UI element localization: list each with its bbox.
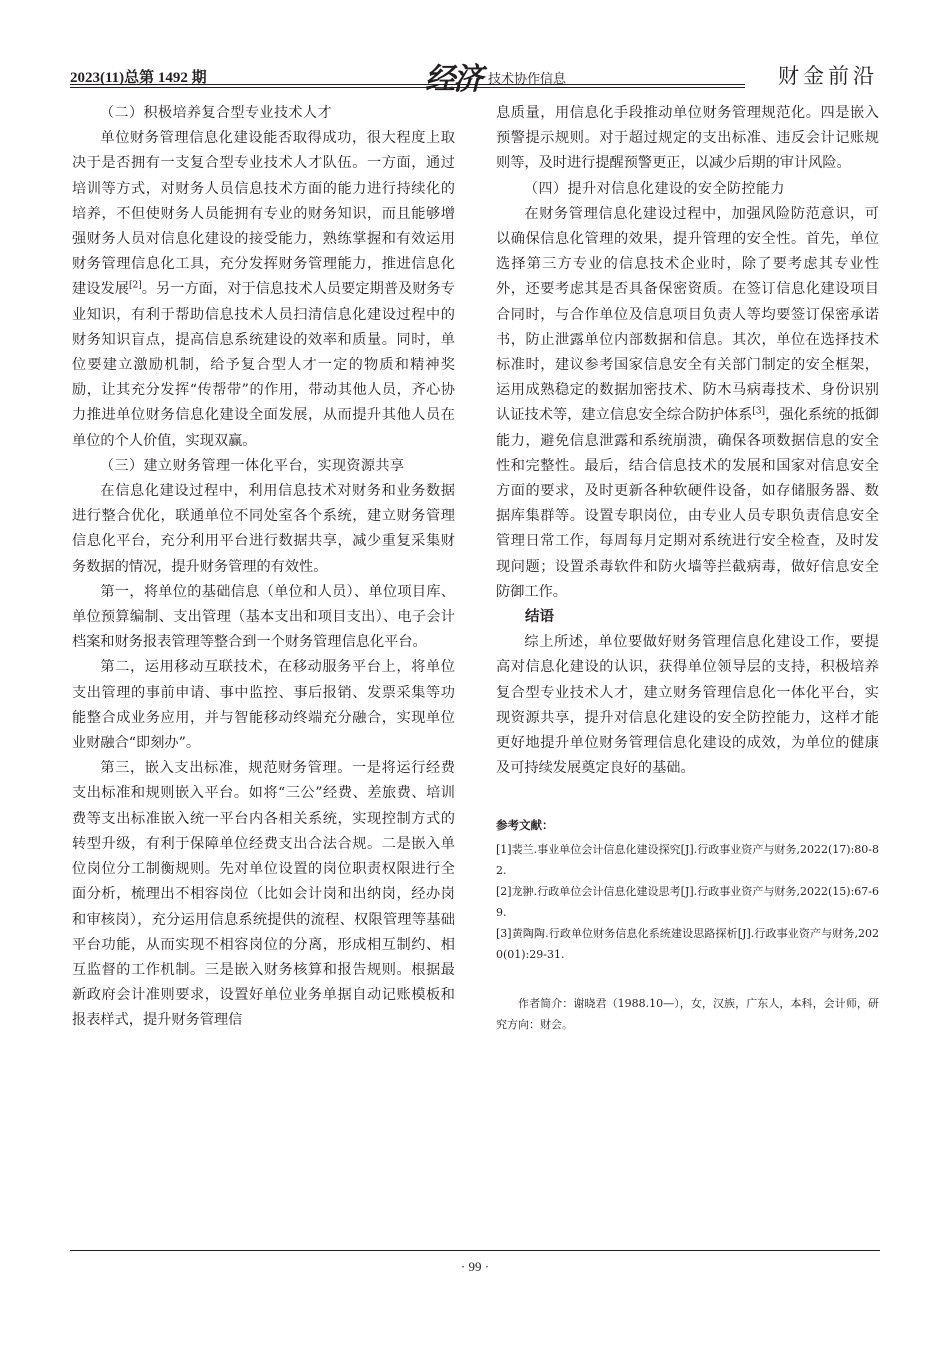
header-rule-thin: [70, 87, 745, 88]
author-bio: 作者简介：谢晓君（1988.10—），女，汉族，广东人，本科，会计师，研究方向：财会。: [496, 997, 879, 1032]
journal-subtitle: 技术协作信息: [488, 72, 567, 87]
paragraph-3d: 第三，嵌入支出标准，规范财务管理。一是将运行经费支出标准和规则嵌入平台。如将“三公”经费、差旅费、培训费等支出标准嵌入统一平台内各相关系统，实现控制方式的转型升级，有利于保障单位经费支出合法合规。二是嵌入单位岗位分工制衡规则。先对单位设置的岗位职责权限进行全面分析，梳理出不相容岗位（比如会计岗和出纳岗，经办岗和审核岗），充分运用信息系统提供的流程、权限管理等基础平台功能，从而实现不相容岗位的分离，形成相互制约、相互监督的工作机制。三是嵌入财务核算和报告规则。根据最新政府会计准则要求，设置好单位业务单据自动记账模板和报表样式，提升财务管理信: [72, 760, 455, 1029]
reference-item: [3]黄陶陶.行政单位财务信息化系统建设思路探析[J].行政事业资产与财务,2020(01):29-31.: [496, 927, 879, 962]
references-title: 参考文献：: [496, 818, 554, 833]
header-rule: [70, 84, 745, 85]
heading-conclusion: 结语: [525, 609, 554, 626]
paragraph-3d-continued: 息质量，用信息化手段推动单位财务管理规范化。四是嵌入预警提示规则。对于超过规定的支出标准、违反会计记账规则等，及时进行提醒预警更正，以减少后期的审计风险。: [496, 105, 879, 172]
reference-item: [2]龙翀.行政单位会计信息化建设思考[J].行政事业资产与财务,2022(15):67-69.: [496, 885, 879, 920]
journal-logo: 经济: [425, 62, 481, 97]
footer-rule: [70, 1250, 880, 1251]
references: [496, 815, 879, 965]
section-title: 财金前沿: [778, 64, 878, 88]
paragraph-3b: 第一，将单位的基础信息（单位和人员）、单位项目库、单位预算编制、支出管理（基本支出和项目支出）、电子会计档案和财务报表管理等整合到一个财务管理信息化平台。: [72, 583, 455, 651]
right-column: [496, 101, 879, 1035]
reference-item: [1]裴兰.事业单位会计信息化建设探究[J].行政事业资产与财务,2022(17):80-82.: [496, 843, 879, 878]
paragraph-3c: 第二，运用移动互联技术，在移动服务平台上，将单位支出管理的事前申请、事中监控、事后报销、发票采集等功能整合成业务应用，并与智能移动终端充分融合，实现单位业财融合“即刻办”。: [72, 659, 455, 752]
paragraph-3a: 在信息化建设过程中，利用信息技术对财务和业务数据进行整合优化，联通单位不同处室各个系统，建立财务管理信息化平台，充分利用平台进行数据共享，减少重复采集财务数据的情况，提升财务管理的有效性。: [72, 483, 455, 575]
heading-section-4: （四）提升对信息化建设的安全防控能力: [524, 180, 785, 197]
heading-section-2: （二）积极培养复合型专业技术人才: [100, 105, 332, 121]
issue-number: 2023(11)总第 1492 期: [70, 70, 207, 86]
citation-3[interactable]: [3]: [752, 406, 766, 417]
left-column: [72, 101, 455, 1034]
heading-section-3: （三）建立财务管理一体化平台，实现资源共享: [100, 457, 405, 474]
citation-2[interactable]: [2]: [128, 280, 142, 291]
paragraph-conclusion: 综上所述，单位要做好财务管理信息化建设工作，要提高对信息化建设的认识，获得单位领导层的支持，积极培养复合型专业技术人才，建立财务管理信息化一体化平台，实现资源共享，提升对信息化建设的安全防控能力，这样才能更好地提升单位财务管理信息化建设的成效，为单位的健康及可持续发展奠定良好的基础。: [496, 634, 879, 777]
page-number: · 99 ·: [460, 1259, 490, 1274]
paragraph-4a: 在财务管理信息化建设过程中，加强风险防范意识，可以确保信息化管理的效果，提升管理的安全性。首先，单位选择第三方专业的信息技术企业时，除了要考虑其专业性外，还要考虑其是否具备保密资质。在签订信息化建设项目合同时，与合作单位及信息项目负责人等均要签订保密承诺书，防止泄露单位内部数据和信息。其次，单位在选择技术标准时，建议参考国家信息安全有关部门制定的安全框架，运用成熟稳定的数据加密技术、防木马病毒技术、身份识别认证技术等，建立信息安全综合防护体系[3]，强化系统的抵御能力，避免信息泄露和系统崩溃，确保各项数据信息的安全性和完整性。最后，结合信息技术的发展和国家对信息安全方面的要求，及时更新各种软硬件设备，如存储服务器、数据库集群等。设置专职岗位，由专业人员专职负责信息安全管理日常工作，每周每月定期对系统进行安全检查，及时发现问题；设置杀毒软件和防火墙等拦截病毒，做好信息安全防御工作。: [496, 205, 879, 600]
paragraph-2a: 单位财务管理信息化建设能否取得成功，很大程度上取决于是否拥有一支复合型专业技术人才队伍。一方面，通过培训等方式，对财务人员信息技术方面的能力进行持续化的培养，不但使财务人员能拥有专业的财务知识，而且能够增强财务人员对信息化建设的接受能力，熟练掌握和有效运用财务管理信息化工具，充分发挥财务管理能力，推进信息化建设发展[2]。另一方面，对于信息技术人员要定期普及财务专业知识，有利于帮助信息技术人员扫清信息化建设过程中的财务知识盲点，提高信息系统建设的效率和质量。同时，单位要建立激励机制，给予复合型人才一定的物质和精神奖励，让其充分发挥“传帮带”的作用，带动其他人员，齐心协力推进单位财务信息化建设全面发展，从而提升其他人员在单位的个人价值，实现双赢。: [72, 130, 455, 449]
